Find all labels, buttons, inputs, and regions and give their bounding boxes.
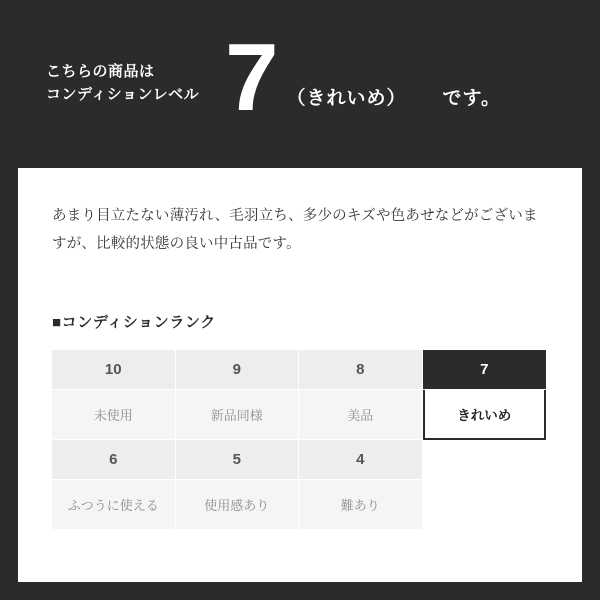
footer-strip xyxy=(0,582,600,600)
rank-number-cell: 9 xyxy=(176,350,300,390)
header-lead-line2: コンディションレベル xyxy=(46,86,200,103)
rank-number-cell: 8 xyxy=(299,350,423,390)
rank-number-cell: 10 xyxy=(52,350,176,390)
level-name: （きれいめ） xyxy=(286,87,407,109)
body-card xyxy=(18,168,582,582)
level-number: 7 xyxy=(225,24,277,131)
table-row xyxy=(52,350,546,390)
rank-empty-cell xyxy=(423,480,547,530)
rank-number-cell-selected: 7 xyxy=(423,350,547,390)
rank-label-cell: 美品 xyxy=(299,390,423,440)
rank-label-cell: ふつうに使える xyxy=(52,480,176,530)
rank-number-cell: 5 xyxy=(176,440,300,480)
condition-rank-table xyxy=(52,350,546,530)
table-row xyxy=(52,440,546,480)
rank-label-cell-selected: きれいめ xyxy=(423,390,547,440)
rank-label-cell: 難あり xyxy=(299,480,423,530)
header-band xyxy=(0,0,600,168)
condition-description: あまり目立たない薄汚れ、毛羽立ち、多少のキズや色あせなどがございますが、比較的状態の良い中古品です。 xyxy=(52,208,538,253)
rank-number-cell: 4 xyxy=(299,440,423,480)
section-title-condition-rank: ■コンディションランク xyxy=(52,313,216,331)
rank-label-cell: 新品同様 xyxy=(176,390,300,440)
table-row xyxy=(52,480,546,530)
rank-label-cell: 使用感あり xyxy=(176,480,300,530)
rank-empty-cell xyxy=(423,440,547,480)
rank-label-cell: 未使用 xyxy=(52,390,176,440)
rank-number-cell: 6 xyxy=(52,440,176,480)
header-lead-text xyxy=(46,60,199,107)
header-lead-line1: こちらの商品は xyxy=(46,62,155,80)
header-suffix: です。 xyxy=(442,87,502,109)
table-row xyxy=(52,390,546,440)
